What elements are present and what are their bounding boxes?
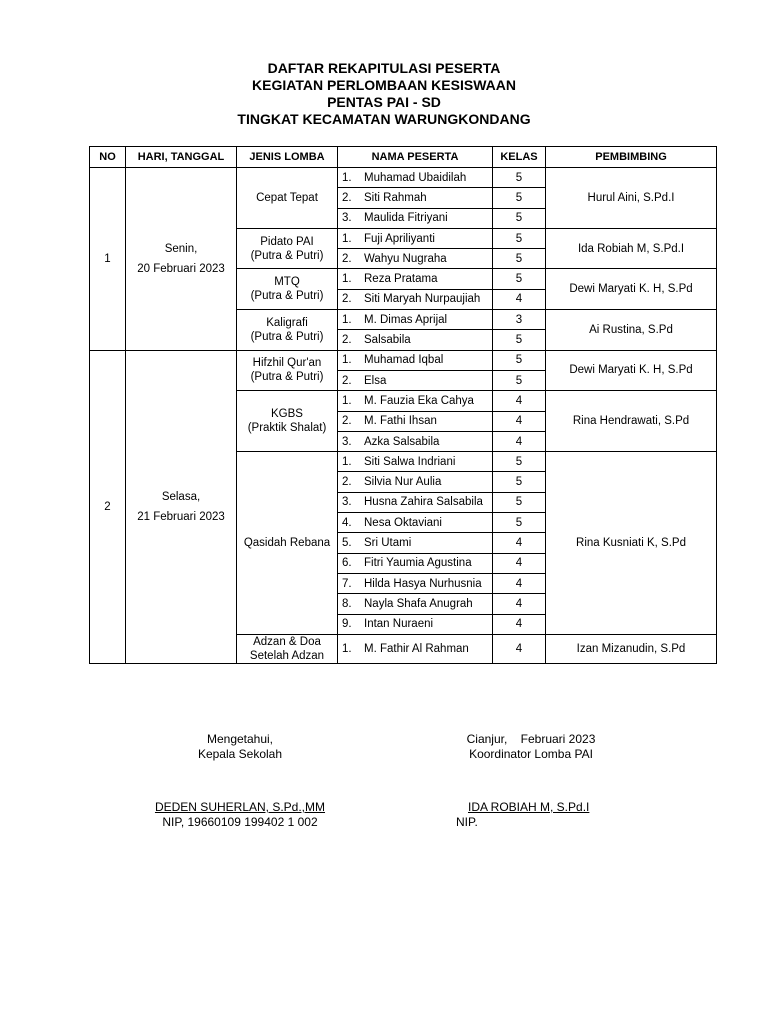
table-body	[90, 168, 717, 664]
participant-class: 5	[493, 249, 546, 269]
participant-class: 4	[493, 553, 546, 573]
mentor-name: Izan Mizanudin, S.Pd	[546, 634, 717, 663]
header-nama-peserta: NAMA PESERTA	[338, 147, 493, 168]
header-hari-tanggal: HARI, TANGGAL	[126, 147, 237, 168]
participant-class: 4	[493, 431, 546, 451]
participant-name-text: Siti Maryah Nurpaujiah	[364, 293, 481, 306]
signature-right-line1: Cianjur, Februari 2023	[466, 732, 596, 746]
participant-class: 4	[493, 289, 546, 309]
participant-class: 5	[493, 330, 546, 350]
participant-number: 3.	[342, 496, 352, 509]
day-number: 1	[90, 168, 126, 351]
participant-number: 1.	[342, 273, 352, 286]
mentor-name: Hurul Aini, S.Pd.I	[546, 168, 717, 229]
participant-class: 5	[493, 188, 546, 208]
mentor-name: Rina Kusniati K, S.Pd	[546, 452, 717, 635]
participant-class: 3	[493, 310, 546, 330]
participant-name	[338, 310, 493, 330]
participant-name-text: Muhamad Ubaidilah	[364, 171, 467, 184]
participant-name-text: Azka Salsabila	[364, 435, 440, 448]
signature-left	[160, 732, 320, 762]
participant-number: 2.	[342, 476, 352, 489]
day-date	[126, 350, 237, 663]
participant-class: 4	[493, 594, 546, 614]
participant-class: 4	[493, 411, 546, 431]
participant-class: 4	[493, 614, 546, 634]
competition-type-line: KGBS	[271, 408, 303, 421]
participant-name	[338, 249, 493, 269]
participant-name-text: Elsa	[364, 374, 387, 387]
participant-number: 8.	[342, 597, 352, 610]
participant-name	[338, 492, 493, 512]
participant-name-text: Maulida Fitriyani	[364, 212, 448, 225]
competition-type	[237, 350, 338, 391]
participant-name	[338, 370, 493, 390]
competition-type	[237, 168, 338, 229]
headmaster-name: DEDEN SUHERLAN, S.Pd.,MM	[154, 800, 326, 814]
participant-number: 5.	[342, 536, 352, 549]
participant-name	[338, 289, 493, 309]
header-kelas: KELAS	[493, 147, 546, 168]
header-no: NO	[90, 147, 126, 168]
participant-class: 5	[493, 350, 546, 370]
participant-number: 2.	[342, 415, 352, 428]
participant-name-text: Intan Nuraeni	[364, 618, 434, 631]
participant-name-text: M. Fauzia Eka Cahya	[364, 394, 474, 407]
day-date	[126, 168, 237, 351]
participant-name-text: Nayla Shafa Anugrah	[364, 597, 473, 610]
competition-type-line: Pidato PAI	[260, 235, 314, 248]
participant-class: 5	[493, 370, 546, 390]
participant-name	[338, 208, 493, 228]
participant-class: 5	[493, 168, 546, 188]
participant-name	[338, 533, 493, 553]
participant-number: 1.	[342, 313, 352, 326]
mentor-name: Dewi Maryati K. H, S.Pd	[546, 350, 717, 391]
participant-class: 5	[493, 472, 546, 492]
title-line-3: PENTAS PAI - SD	[327, 94, 441, 110]
participant-name	[338, 330, 493, 350]
participant-name	[338, 228, 493, 248]
competition-type	[237, 228, 338, 269]
participant-name	[338, 188, 493, 208]
participant-number: 1.	[342, 171, 352, 184]
table-row	[90, 350, 717, 370]
participant-number: 9.	[342, 618, 352, 631]
participant-number: 1.	[342, 642, 352, 655]
participant-number: 3.	[342, 212, 352, 225]
recap-table	[89, 146, 717, 664]
participant-number: 3.	[342, 435, 352, 448]
participant-class: 5	[493, 452, 546, 472]
participant-name-text: Silvia Nur Aulia	[364, 476, 442, 489]
competition-type	[237, 391, 338, 452]
participant-number: 2.	[342, 334, 352, 347]
participant-class: 5	[493, 513, 546, 533]
participant-name-text: Husna Zahira Salsabila	[364, 496, 483, 509]
day-name: Senin,	[164, 242, 198, 255]
participant-name-text: Wahyu Nugraha	[364, 252, 447, 265]
coordinator-name: IDA ROBIAH M, S.Pd.I	[468, 800, 590, 814]
title-line-1: DAFTAR REKAPITULASI PESERTA	[267, 60, 501, 76]
competition-type	[237, 634, 338, 663]
competition-type-line: (Praktik Shalat)	[247, 422, 327, 435]
participant-class: 4	[493, 533, 546, 553]
competition-type-line: Setelah Adzan	[249, 649, 325, 662]
competition-type-line: Qasidah Rebana	[243, 536, 331, 549]
participant-number: 1.	[342, 394, 352, 407]
title-line-4: TINGKAT KECAMATAN WARUNGKONDANG	[237, 111, 531, 127]
mentor-name: Dewi Maryati K. H, S.Pd	[546, 269, 717, 310]
title-line-2: KEGIATAN PERLOMBAAN KESISWAAN	[252, 77, 516, 93]
participant-name	[338, 168, 493, 188]
participant-number: 7.	[342, 577, 352, 590]
competition-type-line: Cepat Tepat	[256, 191, 318, 204]
table-header-row	[90, 147, 717, 168]
participant-name-text: M. Fathir Al Rahman	[364, 642, 469, 655]
participant-name	[338, 614, 493, 634]
participant-name-text: Reza Pratama	[364, 273, 438, 286]
participant-name	[338, 350, 493, 370]
participant-name-text: Siti Salwa Indriani	[364, 455, 456, 468]
competition-type-line: (Putra & Putri)	[250, 249, 324, 262]
participant-class: 5	[493, 269, 546, 289]
participant-name-text: Fuji Apriliyanti	[364, 232, 435, 245]
participant-name	[338, 573, 493, 593]
day-number: 2	[90, 350, 126, 663]
signature-right	[441, 732, 621, 762]
participant-name	[338, 431, 493, 451]
competition-type-line: Hifzhil Qur'an	[252, 357, 322, 370]
participant-class: 5	[493, 208, 546, 228]
participant-name-text: Nesa Oktaviani	[364, 516, 442, 529]
headmaster-nip: NIP, 19660109 199402 1 002	[162, 815, 318, 829]
participant-class: 5	[493, 492, 546, 512]
participant-name-text: Salsabila	[364, 334, 411, 347]
participant-number: 2.	[342, 252, 352, 265]
competition-type-line: (Putra & Putri)	[250, 290, 324, 303]
participant-class: 5	[493, 228, 546, 248]
competition-type-line: (Putra & Putri)	[250, 371, 324, 384]
participant-name	[338, 553, 493, 573]
competition-type-line: Adzan & Doa	[253, 635, 321, 648]
participant-name-text: Muhamad Iqbal	[364, 354, 444, 367]
table-row	[90, 168, 717, 188]
participant-name-text: Siti Rahmah	[364, 191, 427, 204]
participant-number: 2.	[342, 293, 352, 306]
participant-number: 1.	[342, 232, 352, 245]
participant-name	[338, 411, 493, 431]
day-name: Selasa,	[161, 490, 201, 503]
signature-left-identity	[120, 800, 360, 830]
participant-class: 4	[493, 634, 546, 663]
competition-type-line: Kaligrafi	[266, 316, 308, 329]
day-tanggal: 20 Februari 2023	[137, 262, 225, 275]
competition-type	[237, 452, 338, 635]
participant-number: 2.	[342, 374, 352, 387]
competition-type-line: MTQ	[274, 276, 300, 289]
participant-number: 4.	[342, 516, 352, 529]
mentor-name: Ida Robiah M, S.Pd.I	[546, 228, 717, 269]
competition-type	[237, 269, 338, 310]
participant-name	[338, 513, 493, 533]
competition-type-line: (Putra & Putri)	[250, 330, 324, 343]
participant-number: 1.	[342, 455, 352, 468]
mentor-name: Rina Hendrawati, S.Pd	[546, 391, 717, 452]
participant-name-text: M. Dimas Aprijal	[364, 313, 448, 326]
competition-type	[237, 310, 338, 351]
signature-left-line1: Mengetahui,	[206, 732, 274, 746]
participant-name	[338, 452, 493, 472]
participant-number: 6.	[342, 557, 352, 570]
day-tanggal: 21 Februari 2023	[137, 510, 225, 523]
signature-right-identity	[456, 800, 589, 830]
participant-name-text: Fitri Yaumia Agustina	[364, 557, 472, 570]
header-pembimbing: PEMBIMBING	[546, 147, 717, 168]
document-title	[0, 60, 768, 128]
participant-name-text: Hilda Hasya Nurhusnia	[364, 577, 482, 590]
mentor-name: Ai Rustina, S.Pd	[546, 310, 717, 351]
coordinator-nip: NIP.	[456, 815, 478, 829]
participant-class: 4	[493, 391, 546, 411]
participant-name	[338, 472, 493, 492]
participant-name-text: M. Fathi Ihsan	[364, 415, 437, 428]
participant-number: 1.	[342, 354, 352, 367]
participant-name	[338, 391, 493, 411]
participant-name-text: Sri Utami	[364, 536, 412, 549]
participant-name	[338, 594, 493, 614]
participant-name	[338, 634, 493, 663]
participant-name	[338, 269, 493, 289]
participant-number: 2.	[342, 191, 352, 204]
signature-right-line2: Koordinator Lomba PAI	[469, 747, 593, 761]
signature-left-line2: Kepala Sekolah	[197, 747, 283, 761]
participant-class: 4	[493, 573, 546, 593]
header-jenis-lomba: JENIS LOMBA	[237, 147, 338, 168]
